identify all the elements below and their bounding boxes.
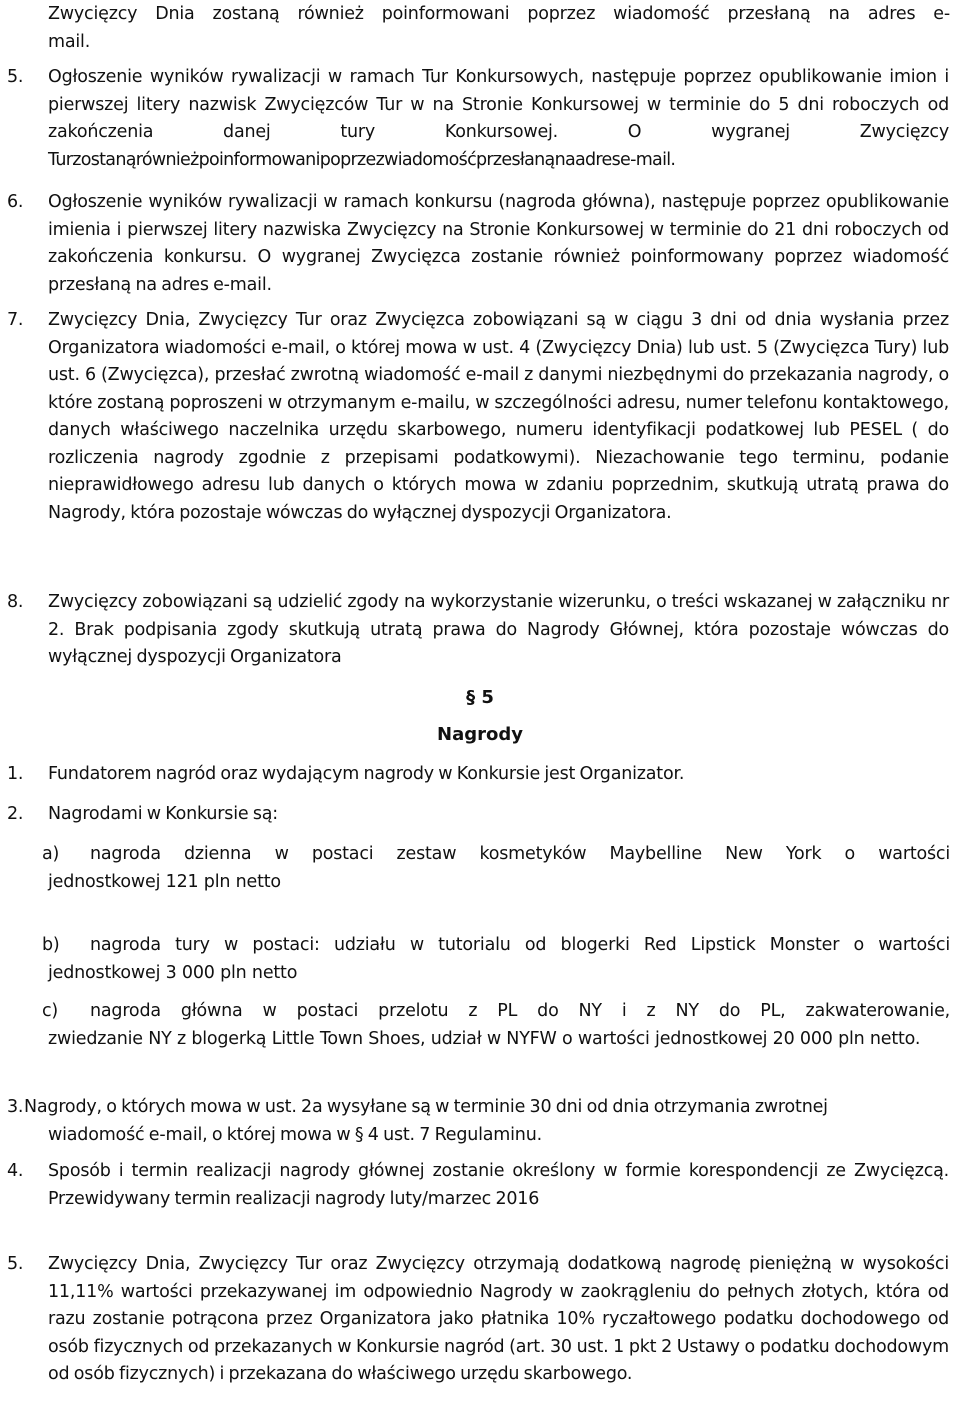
intro-line-2: mail.: [48, 31, 91, 52]
paragraph-number: 8.: [7, 592, 24, 612]
intro-paragraph: [48, 1, 950, 56]
prize-paragraph-1: [7, 761, 949, 789]
prize-item-b: [42, 932, 950, 987]
paragraph-text: Zwycięzcy Dnia, Zwycięzcy Tur oraz Zwycięzca zobowiązani są w ciągu 3 dni od dnia wysłania przez Organizatora wiadomości e-mail, o której mowa w ust. 4 (Zwycięzcy Dnia) lub ust. 5 (Zwycięzca Tury) lub ust. 6 (Zwycięzca), przesłać zwrotną wiadomość e-mail z danymi niezbędnymi do przekazania nagrody, o które zostaną poproszeni w otrzymanym e-mailu, w szczególności adresu, numer telefonu kontaktowego, danych właściwego naczelnika urzędu skarbowego, numeru identyfikacji podatkowej lub PESEL ( do rozliczenia nagrody zgodnie z przepisami podatkowymi). Niezachowanie tego terminu, podanie nieprawidłowego adresu lub danych o których mowa w zdaniu poprzednim, skutkują utratą prawa do Nagrody, która pozostaje wówczas do wyłącznej dyspozycji Organizatora.: [48, 310, 949, 523]
paragraph-number: 7.: [7, 310, 24, 330]
paragraph-6: [7, 189, 949, 299]
prize-item-a: [42, 841, 950, 896]
item-text: nagroda dzienna w postaci zestaw kosmetyków Maybelline New York o wartości: [90, 844, 950, 864]
paragraph-number: 6.: [7, 192, 24, 212]
prize-paragraph-3: [7, 1094, 949, 1149]
paragraph-text: Zwycięzcy zobowiązani są udzielić zgody na wykorzystanie wizerunku, o treści wskazanej w załączniku nr 2. Brak podpisania zgody skutkują utratą prawa do Nagrody Głównej, która pozostaje wówczas do wyłącznej dyspozycji Organizatora: [48, 592, 949, 667]
section-mark: § 5: [466, 687, 494, 708]
intro-line-1: Zwycięzcy Dnia zostaną również poinformowani poprzez wiadomość przesłaną na adres e-: [48, 4, 950, 24]
paragraph-text: Zwycięzcy Dnia, Zwycięzcy Tur oraz Zwycięzcy otrzymają dodatkową nagrodę pieniężną w wysokości 11,11% wartości przekazywanej im odpowiednio Nagrody w zaokrągleniu do pełnych złotych, która od razu zostanie potrącona przez Organizatora jako płatnika 10% ryczałtowego podatku dochodowego od osób fizycznych od przekazanych w Konkursie nagród (art. 30 ust. 1 pkt 2 Ustawy o podatku dochodowym od osób fizycznych) i przekazana do właściwego urzędu skarbowego.: [48, 1254, 949, 1384]
paragraph-number: 5.: [7, 67, 24, 87]
prize-item-c: [42, 998, 950, 1053]
paragraph-number: 4.: [7, 1161, 24, 1181]
item-text-continuation: zwiedzanie NY z blogerką Little Town Shoes, udział w NYFW o wartości jednostkowej 20 000 pln netto.: [48, 1028, 921, 1049]
paragraph-text: Sposób i termin realizacji nagrody głównej zostanie określony w formie korespondencji ze Zwycięzcą. Przewidywany termin realizacji nagrody luty/marzec 2016: [48, 1161, 949, 1209]
paragraph-number: 2.: [7, 804, 24, 824]
section-title: Nagrody: [437, 724, 523, 745]
item-text-continuation: jednostkowej 121 pln netto: [48, 871, 281, 892]
paragraph-text: Ogłoszenie wyników rywalizacji w ramach Tur Konkursowych, następuje poprzez opublikowanie imion i pierwszej litery nazwisk Zwycięzców Tur w na Stronie Konkursowej w terminie do 5 dni roboczych od zakończenia danej tury Konkursowej. O wygranej Zwycięzcy: [48, 67, 949, 142]
prize-paragraph-2: [7, 801, 949, 829]
paragraph-text: Fundatorem nagród oraz wydającym nagrody w Konkursie jest Organizator.: [48, 764, 685, 784]
paragraph-8: [7, 589, 949, 672]
paragraph-number: 1.: [7, 764, 24, 784]
item-text: nagroda tury w postaci: udziału w tutorialu od blogerki Red Lipstick Monster o wartości: [90, 935, 950, 955]
prize-paragraph-4: [7, 1158, 949, 1213]
paragraph-text-continuation: wiadomość e-mail, o której mowa w § 4 ust. 7 Regulaminu.: [48, 1124, 542, 1145]
paragraph-number: 3.: [7, 1097, 24, 1117]
item-label: c): [42, 1001, 59, 1021]
item-label: b): [42, 935, 60, 955]
paragraph-text: Nagrodami w Konkursie są:: [48, 804, 278, 824]
paragraph-7: [7, 307, 949, 527]
item-text-continuation: jednostkowej 3 000 pln netto: [48, 962, 298, 983]
prize-paragraph-5: [7, 1251, 949, 1389]
paragraph-text-last: Turzostanąrównieżpoinformowanipoprzezwiadomośćprzesłanąnaadrese-mail.: [48, 149, 676, 170]
item-text: nagroda główna w postaci przelotu z PL do NY i z NY do PL, zakwaterowanie,: [90, 1001, 950, 1021]
paragraph-5: [7, 64, 949, 174]
paragraph-text: Nagrody, o których mowa w ust. 2a wysyłane są w terminie 30 dni od dnia otrzymania zwrotnej: [24, 1097, 828, 1117]
paragraph-text: Ogłoszenie wyników rywalizacji w ramach konkursu (nagroda główna), następuje poprzez opublikowanie imienia i pierwszej litery nazwiska Zwycięzcy na Stronie Konkursowej w terminie do 21 dni roboczych od zakończenia konkursu. O wygranej Zwycięzca zostanie również poinformowany poprzez wiadomość przesłaną na adres e-mail.: [48, 192, 949, 295]
item-label: a): [42, 844, 60, 864]
paragraph-number: 5.: [7, 1254, 24, 1274]
